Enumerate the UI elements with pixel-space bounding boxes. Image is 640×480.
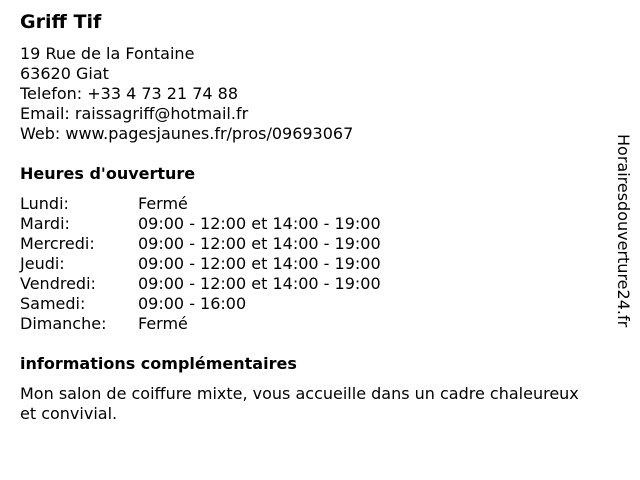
hours-row-friday: [20, 274, 381, 294]
additional-info-heading: informations complémentaires: [20, 354, 297, 373]
additional-info-text: Mon salon de coiffure mixte, vous accueille dans un cadre chaleureux et convivial.: [20, 384, 579, 423]
city: 63620 Giat: [20, 64, 109, 83]
day-label: Mardi:: [20, 214, 70, 233]
hours-row-thursday: [20, 254, 381, 274]
email-address: Email: raissagriff@hotmail.fr: [20, 104, 249, 123]
day-label: Vendredi:: [20, 274, 96, 293]
day-label: Mercredi:: [20, 234, 95, 253]
hours-row-tuesday: [20, 214, 381, 234]
day-hours: 09:00 - 12:00 et 14:00 - 19:00: [138, 254, 381, 273]
site-watermark: Horairesdouverture24.fr: [614, 134, 633, 328]
day-label: Lundi:: [20, 194, 69, 213]
hours-row-monday: [20, 194, 381, 214]
day-hours: 09:00 - 12:00 et 14:00 - 19:00: [138, 234, 381, 253]
business-name: Griff Tif: [20, 11, 102, 33]
day-label: Dimanche:: [20, 314, 107, 333]
opening-hours-table: [20, 194, 381, 334]
website: Web: www.pagesjaunes.fr/pros/09693067: [20, 124, 354, 143]
hours-row-wednesday: [20, 234, 381, 254]
contact-block: [20, 44, 353, 144]
day-label: Samedi:: [20, 294, 86, 313]
day-hours: Fermé: [138, 194, 188, 213]
day-hours: Fermé: [138, 314, 188, 333]
day-hours: 09:00 - 12:00 et 14:00 - 19:00: [138, 214, 381, 233]
day-hours: 09:00 - 12:00 et 14:00 - 19:00: [138, 274, 381, 293]
day-label: Jeudi:: [20, 254, 65, 273]
day-hours: 09:00 - 16:00: [138, 294, 247, 313]
opening-hours-heading: Heures d'ouverture: [20, 164, 196, 183]
phone-number: Telefon: +33 4 73 21 74 88: [20, 84, 239, 103]
street-address: 19 Rue de la Fontaine: [20, 44, 195, 63]
hours-row-saturday: [20, 294, 381, 314]
hours-row-sunday: [20, 314, 381, 334]
